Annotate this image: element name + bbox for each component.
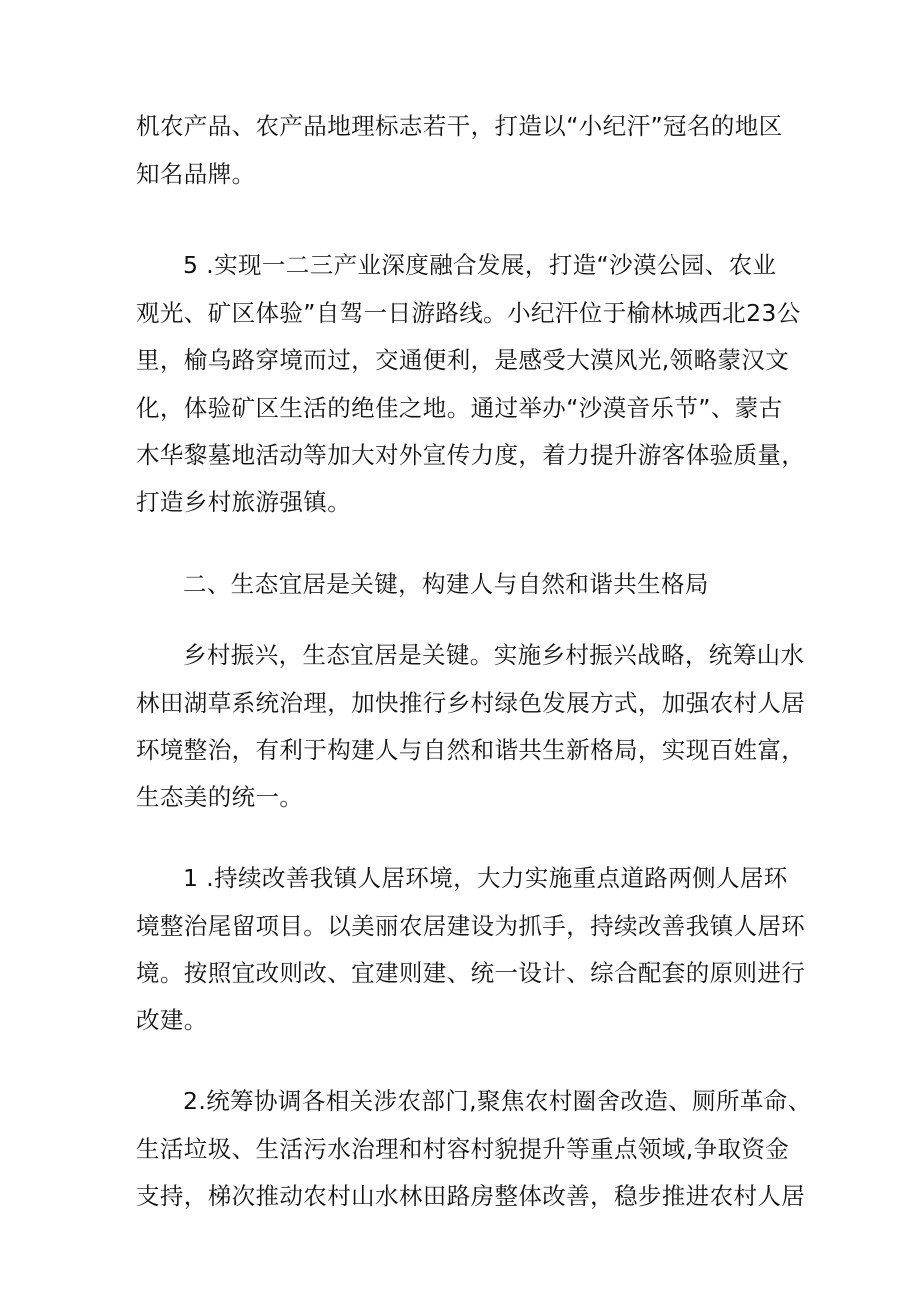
text-line: 化，体验矿区生活的绝佳之地。通过举办“沙漠音乐节”、蒙古 bbox=[136, 394, 783, 422]
text-line: 林田湖草系统治理，加快推行乡村绿色发展方式，加强农村人居 bbox=[136, 689, 806, 717]
text-line: 机农产品、农产品地理标志若干，打造以“小纪汗”冠名的地区 bbox=[136, 112, 783, 140]
text-line: 木华黎墓地活动等加大对外宣传力度，着力提升游客体验质量， bbox=[136, 441, 806, 469]
text-line: 境整治尾留项目。以美丽农居建设为抓手，持续改善我镇人居环 bbox=[136, 912, 806, 940]
text-line: 支持，梯次推动农村山水林田路房整体改善，稳步推进农村人居 bbox=[136, 1182, 806, 1210]
text-line: 改建。 bbox=[136, 1006, 208, 1034]
text-line: 环境整治，有利于构建人与自然和谐共生新格局，实现百姓富， bbox=[136, 736, 806, 764]
text-line: 生态美的统一。 bbox=[136, 783, 304, 811]
text-line: 境。按照宜改则改、宜建则建、统一设计、综合配套的原则进行 bbox=[136, 959, 806, 987]
text-line: 观光、矿区体验”自驾一日游路线。小纪汗位于榆林城西北23公 bbox=[136, 299, 801, 327]
text-line: 生活垃圾、生活污水治理和村容村貌提升等重点领域,争取资金 bbox=[136, 1135, 790, 1163]
text-line: 2.统筹协调各相关涉农部门,聚焦农村圈舍改造、厕所革命、 bbox=[183, 1087, 812, 1115]
text-line: 知名品牌。 bbox=[136, 160, 256, 188]
text-line: 里，榆乌路穿境而过，交通便利，是感受大漠风光,领略蒙汉文 bbox=[136, 346, 790, 374]
text-line: 乡村振兴，生态宜居是关键。实施乡村振兴战略，统筹山水 bbox=[183, 641, 805, 669]
text-line: 打造乡村旅游强镇。 bbox=[136, 488, 352, 516]
text-line: 5 .实现一二三产业深度融合发展，打造“沙漠公园、农业 bbox=[183, 251, 777, 279]
heading-text: 二、生态宜居是关键，构建人与自然和谐共生格局 bbox=[183, 570, 709, 598]
text-line: 1 .持续改善我镇人居环境，大力实施重点道路两侧人居环 bbox=[183, 864, 788, 892]
